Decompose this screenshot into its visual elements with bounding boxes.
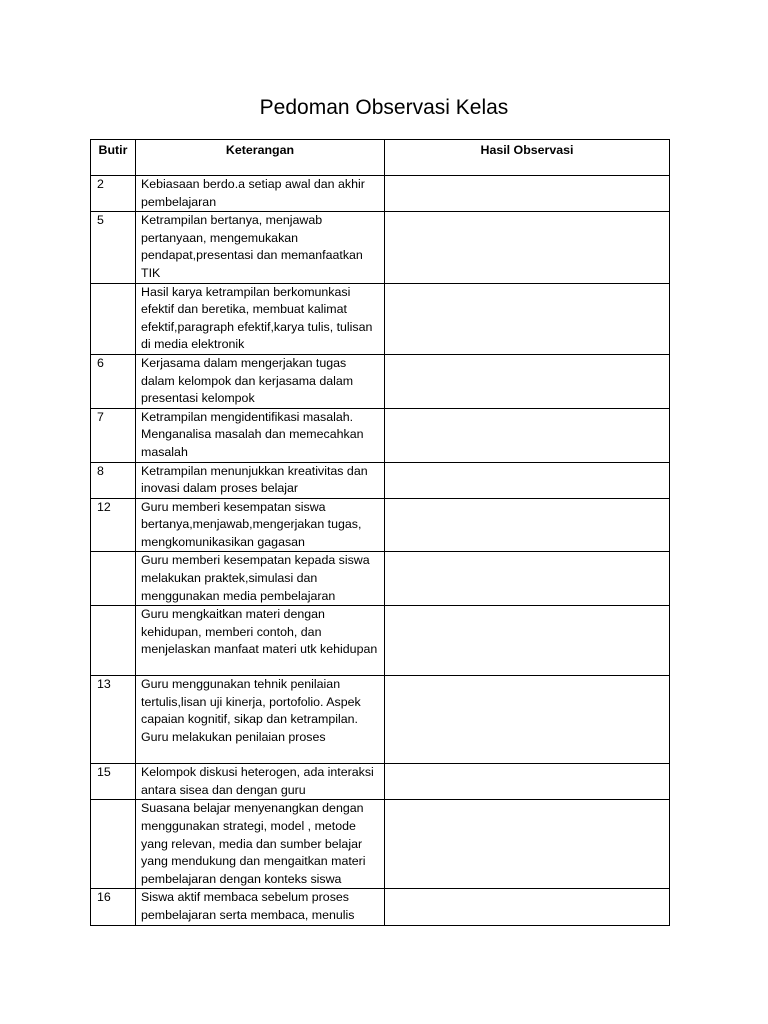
cell-keterangan: Kelompok diskusi heterogen, ada interaksi antara sisea dan dengan guru bbox=[136, 764, 385, 800]
cell-hasil-observasi[interactable] bbox=[385, 283, 670, 354]
cell-hasil-observasi[interactable] bbox=[385, 606, 670, 676]
cell-hasil-observasi[interactable] bbox=[385, 676, 670, 764]
table-row bbox=[91, 676, 670, 764]
cell-hasil-observasi[interactable] bbox=[385, 212, 670, 283]
cell-keterangan: Guru mengkaitkan materi dengan kehidupan, memberi contoh, dan menjelaskan manfaat materi utk kehidupan bbox=[136, 606, 385, 676]
cell-butir: 5 bbox=[91, 212, 136, 283]
header-keterangan: Keterangan bbox=[136, 140, 385, 176]
header-hasil-observasi: Hasil Observasi bbox=[385, 140, 670, 176]
cell-butir: 6 bbox=[91, 354, 136, 408]
table-row bbox=[91, 552, 670, 606]
cell-keterangan: Ketrampilan mengidentifikasi masalah. Menganalisa masalah dan memecahkan masalah bbox=[136, 408, 385, 462]
header-butir: Butir bbox=[91, 140, 136, 176]
cell-keterangan: Ketrampilan bertanya, menjawab pertanyaan, mengemukakan pendapat,presentasi dan memanfaatkan TIK bbox=[136, 212, 385, 283]
cell-hasil-observasi[interactable] bbox=[385, 176, 670, 212]
cell-butir bbox=[91, 606, 136, 676]
cell-keterangan: Guru menggunakan tehnik penilaian tertulis,lisan uji kinerja, portofolio. Aspek capaian kognitif, sikap dan ketrampilan. Guru melakukan penilaian proses bbox=[136, 676, 385, 764]
cell-butir bbox=[91, 552, 136, 606]
table-row bbox=[91, 408, 670, 462]
table-row bbox=[91, 176, 670, 212]
page-title: Pedoman Observasi Kelas bbox=[259, 96, 509, 119]
cell-hasil-observasi[interactable] bbox=[385, 889, 670, 925]
cell-hasil-observasi[interactable] bbox=[385, 764, 670, 800]
table-header bbox=[91, 140, 670, 176]
cell-butir: 13 bbox=[91, 676, 136, 764]
cell-butir: 2 bbox=[91, 176, 136, 212]
table-row bbox=[91, 462, 670, 498]
cell-keterangan: Ketrampilan menunjukkan kreativitas dan inovasi dalam proses belajar bbox=[136, 462, 385, 498]
cell-butir bbox=[91, 800, 136, 889]
header-row bbox=[91, 140, 670, 176]
cell-hasil-observasi[interactable] bbox=[385, 552, 670, 606]
cell-hasil-observasi[interactable] bbox=[385, 800, 670, 889]
table-row bbox=[91, 800, 670, 889]
table-row bbox=[91, 889, 670, 925]
cell-butir: 12 bbox=[91, 498, 136, 552]
cell-hasil-observasi[interactable] bbox=[385, 498, 670, 552]
cell-butir: 8 bbox=[91, 462, 136, 498]
cell-hasil-observasi[interactable] bbox=[385, 408, 670, 462]
cell-keterangan: Guru memberi kesempatan siswa bertanya,menjawab,mengerjakan tugas, mengkomunikasikan gagasan bbox=[136, 498, 385, 552]
table-row bbox=[91, 498, 670, 552]
cell-keterangan: Siswa aktif membaca sebelum proses pembelajaran serta membaca, menulis bbox=[136, 889, 385, 925]
cell-butir: 7 bbox=[91, 408, 136, 462]
cell-keterangan: Hasil karya ketrampilan berkomunkasi efektif dan beretika, membuat kalimat efektif,paragraph efektif,karya tulis, tulisan di media elektronik bbox=[136, 283, 385, 354]
table-row bbox=[91, 354, 670, 408]
cell-butir: 16 bbox=[91, 889, 136, 925]
cell-keterangan: Guru memberi kesempatan kepada siswa melakukan praktek,simulasi dan menggunakan media pembelajaran bbox=[136, 552, 385, 606]
table-row bbox=[91, 212, 670, 283]
cell-keterangan: Kebiasaan berdo.a setiap awal dan akhir pembelajaran bbox=[136, 176, 385, 212]
table-row bbox=[91, 764, 670, 800]
cell-hasil-observasi[interactable] bbox=[385, 462, 670, 498]
cell-keterangan: Suasana belajar menyenangkan dengan menggunakan strategi, model , metode yang relevan, media dan sumber belajar yang mendukung dan mengaitkan materi pembelajaran dengan konteks siswa bbox=[136, 800, 385, 889]
table-row bbox=[91, 606, 670, 676]
cell-keterangan: Kerjasama dalam mengerjakan tugas dalam kelompok dan kerjasama dalam presentasi kelompok bbox=[136, 354, 385, 408]
table-body bbox=[91, 176, 670, 926]
cell-butir: 15 bbox=[91, 764, 136, 800]
table-row bbox=[91, 283, 670, 354]
cell-butir bbox=[91, 283, 136, 354]
observation-table bbox=[90, 139, 670, 926]
cell-hasil-observasi[interactable] bbox=[385, 354, 670, 408]
